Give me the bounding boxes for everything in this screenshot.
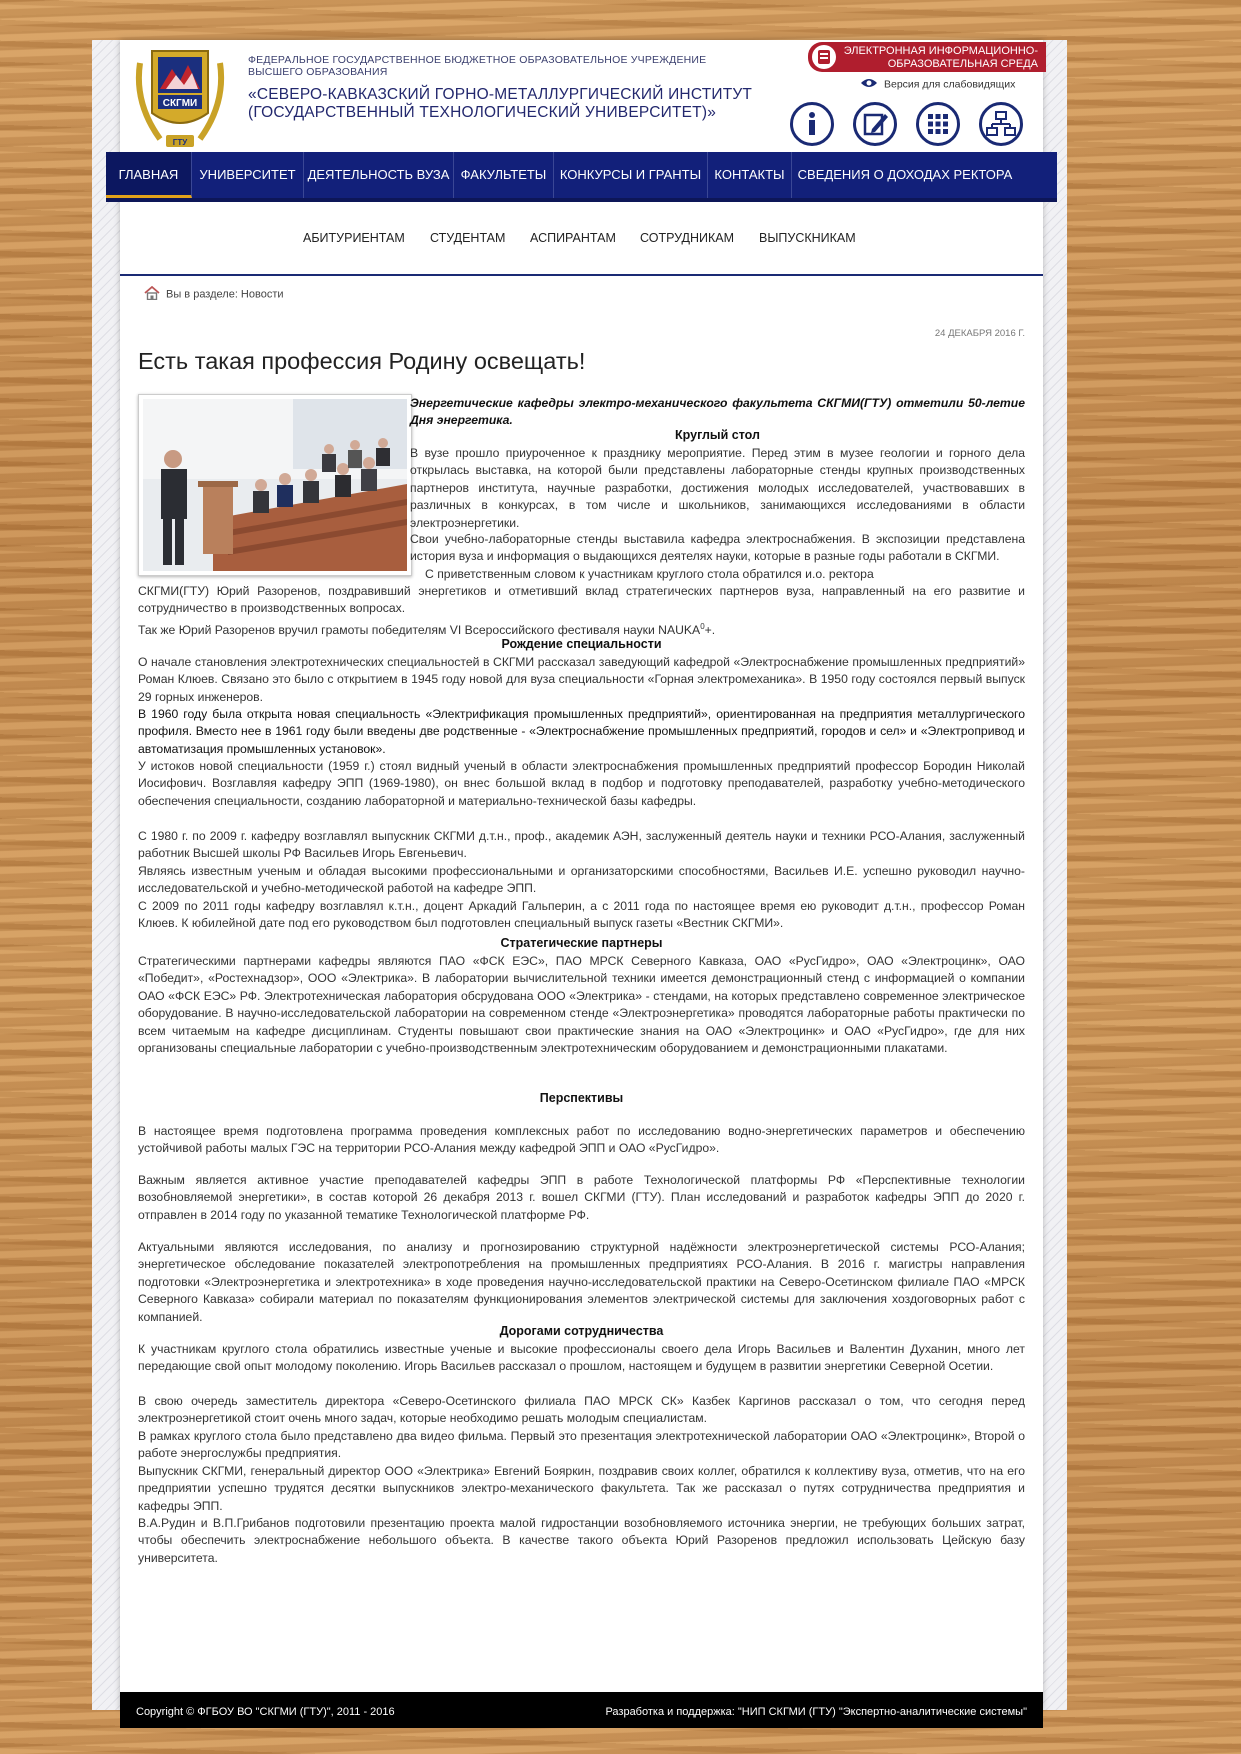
nav-activity[interactable]: ДЕЯТЕЛЬНОСТЬ ВУЗА bbox=[304, 152, 454, 198]
heading-birth-specialty: Рождение специальности bbox=[501, 637, 662, 651]
paragraph: С 1980 г. по 2009 г. кафедру возглавлял выпускник СКГМИ д.т.н., проф., академик АЭН, заслуженный деятель науки и техники РСО-Алания, заслуженный работник Высшей школы РФ Васильев Игорь Евгеньевич. bbox=[138, 829, 1025, 861]
eye-icon bbox=[860, 78, 878, 91]
paragraph: У истоков новой специальности (1959 г.) стоял видный ученый в области электроснабжения промышленных предприятий профессор Бородин Николай Иосифович. Возглавляя кафедру ЭПП (1969-1980), он внес большой вклад в подбор и подготовку преподавателей, разработку учебно-методического обеспечения специальности, созданию лабораторной и материально-технической базы кафедры. bbox=[138, 759, 1025, 808]
subnav-staff[interactable]: СОТРУДНИКАМ bbox=[640, 231, 735, 245]
article-lead: Энергетические кафедры электро-механического факультета СКГМИ(ГТУ) отметили 50-летие Дня энергетика. bbox=[410, 396, 1025, 428]
info-icon[interactable] bbox=[790, 102, 834, 146]
footer bbox=[120, 1692, 1043, 1728]
institution-name-line2: (ГОСУДАРСТВЕННЫЙ ТЕХНОЛОГИЧЕСКИЙ УНИВЕРСИТЕТ)» bbox=[248, 104, 717, 121]
institution-line1: ФЕДЕРАЛЬНОЕ ГОСУДАРСТВЕННОЕ БЮДЖЕТНОЕ ОБРАЗОВАТЕЛЬНОЕ УЧРЕЖДЕНИЕ bbox=[248, 54, 707, 66]
developer-link[interactable]: Разработка и поддержка: "НИП СКГМИ (ГТУ) "Экспертно-аналитические системы" bbox=[605, 1706, 1027, 1718]
paragraph: СКГМИ(ГТУ) Юрий Разоренов, поздравивший энергетиков и отметивший вклад стратегических партнеров вуза, направленный на его развитие и сотрудничество в производственных вопросах. bbox=[138, 584, 1025, 616]
paragraph: К участникам круглого стола обратились известные ученые и высокие профессионалы своего дела Игорь Васильев и Валентин Духанин, много лет передающие свой опыт молодому поколению. Игорь Васильев рассказал о прошлом, настоящем и будущем в развитии энергетики Северной Осетии. bbox=[138, 1342, 1025, 1374]
heading-partners: Стратегические партнеры bbox=[500, 936, 663, 950]
page bbox=[118, 40, 1043, 1718]
paragraph: Свои учебно-лабораторные стенды выставила кафедра электроснабжения. В экспозиции представлена история вуза и информация о выдающихся деятелях науки, которые в разные годы работали в СКГМИ. bbox=[410, 532, 1025, 564]
edit-icon[interactable] bbox=[853, 102, 897, 146]
paragraph-text: Так же Юрий Разоренов вручил грамоты победителям VI Всероссийского фестиваля науки NAUKA bbox=[138, 623, 701, 638]
nav-home[interactable]: ГЛАВНАЯ bbox=[106, 152, 192, 198]
page-title: Есть такая профессия Родину освещать! bbox=[138, 348, 586, 374]
paragraph: Важным является активное участие преподавателей кафедры ЭПП в работе Технологической платформы РФ «Перспективные технологии возобновляемой энергетики», в состав которой 26 декабря 2013 г. вошел СКГМИ (ГТУ). План исследований и разработок кафедры ЭПП до 2020 г. отправлен в 2014 году по указанной тематике Технологической платформе РФ. bbox=[138, 1173, 1025, 1222]
breadcrumb bbox=[144, 286, 284, 303]
paragraph: В 1960 году была открыта новая специальность «Электрификация промышленных предприятий», ориентированная на предприятия металлургического профиля. Вместо нее в 1961 году были введены две родственные - «Электроснабжение промышленных предприятий, городов и сел» и «Электропривод и автоматизация промышленных установок». bbox=[138, 707, 1025, 756]
paragraph: Выпускник СКГМИ, генеральный директор ООО «Электрика» Евгений Бояркин, поздравив своих коллег, обратился к коллективу вуза, отметив, что на его предприятии успешно трудятся десятки выпускников электро-механического факультета. Так же рассказал о путях сотрудничества предприятия и кафедры ЭПП. bbox=[138, 1464, 1025, 1513]
institution-name-line1: «СЕВЕРО-КАВКАЗСКИЙ ГОРНО-МЕТАЛЛУРГИЧЕСКИЙ ИНСТИТУТ bbox=[248, 86, 753, 103]
grid-icon[interactable] bbox=[916, 102, 960, 146]
sub-nav bbox=[120, 202, 1043, 276]
paragraph: В.А.Рудин и В.П.Грибанов подготовили презентацию проекта малой гидростанции возобновляемого источника энергии, не требующих больших затрат, чтобы обеспечить электроснабжение небольшого объекта. В качестве такого объекта Юрий Разоренов предложил использовать Цейскую базу университета. bbox=[138, 1516, 1025, 1565]
superscript: 0 bbox=[700, 622, 705, 631]
institution-name[interactable] bbox=[248, 86, 768, 122]
nav-contests[interactable]: КОНКУРСЫ И ГРАНТЫ bbox=[554, 152, 708, 198]
logo[interactable] bbox=[130, 43, 230, 151]
sitemap-icon[interactable] bbox=[979, 102, 1023, 146]
institution-line2: ВЫСШЕГО ОБРАЗОВАНИЯ bbox=[248, 66, 388, 78]
main-nav bbox=[106, 152, 1057, 198]
subnav-applicants[interactable]: АБИТУРИЕНТАМ bbox=[303, 231, 405, 245]
nav-university[interactable]: УНИВЕРСИТЕТ bbox=[192, 152, 304, 198]
subnav-postgraduates[interactable]: АСПИРАНТАМ bbox=[530, 231, 616, 245]
vision-label: Версия для слабовидящих bbox=[884, 78, 1016, 91]
paragraph: В свою очередь заместитель директора «Северо-Осетинского филиала ПАО МРСК СК» Казбек Каргинов рассказал о том, что сегодня перед электроэнергетикой стоит очень много задач, которые необходимо решать молодым специалистам. bbox=[138, 1394, 1025, 1426]
paragraph: В рамках круглого стола было представлено два видео фильма. Первый это презентация электротехнической лаборатории ОАО «Электроцинк», Второй о работе энергослужбы предприятия. bbox=[138, 1429, 1025, 1461]
home-icon[interactable] bbox=[144, 286, 160, 303]
institution-type bbox=[248, 54, 768, 78]
paragraph: Актуальными являются исследования, по анализу и прогнозированию структурной надёжности электроэнергетической системы РСО-Алания; энергетическое обследование показателей электропотребления на промышленных предприятиях РСО-Алания. В 2016 г. магистры направления подготовки «Электроэнергетика и электротехника» в ходе проведения научно-исследовательской практики на Северо-Осетинском филиале ПАО «МРСК Северного Кавказа» собирали материал по показателям функционирования элементов электрической системы для заключения хоздоговорных работ с компанией. bbox=[138, 1240, 1025, 1324]
site-header bbox=[120, 40, 1043, 152]
logo-text: СКГМИ bbox=[162, 98, 198, 109]
paragraph: В вузе прошло приуроченное к празднику мероприятие. Перед этим в музее геологии и горного дела открылась выставка, на которой были представлены лабораторные стенды крупных производственных партнеров института, научные разработки, достижения молодых исследователей, участвовавших в различных в конкурсах, в том числе и школьников, занимающихся исследованиями в области электроэнергетики. bbox=[410, 446, 1025, 530]
nav-contacts[interactable]: КОНТАКТЫ bbox=[708, 152, 792, 198]
paragraph: С 2009 по 2011 годы кафедру возглавлял к.т.н., доцент Аркадий Гальперин, а с 2011 года по настоящее время ею руководит д.т.н., профессор Роман Клюев. К юбилейной дате под его руководством был подготовлен специальный выпуск газеты «Вестник СКГМИ». bbox=[138, 899, 1025, 931]
logo-sub: ГТУ bbox=[172, 138, 188, 147]
nav-rector-income[interactable]: СВЕДЕНИЯ О ДОХОДАХ РЕКТОРА bbox=[797, 167, 1013, 182]
subnav-students[interactable]: СТУДЕНТАМ bbox=[430, 231, 506, 245]
breadcrumb-text: Вы в разделе: Новости bbox=[166, 288, 284, 301]
eios-icon bbox=[812, 45, 836, 69]
article-date: 24 ДЕКАБРЯ 2016 Г. bbox=[934, 328, 1025, 339]
nav-faculties[interactable]: ФАКУЛЬТЕТЫ bbox=[454, 152, 554, 198]
paragraph: В настоящее время подготовлена программа проведения комплексных работ по исследованию водно-энергетических параметров и обеспечению устойчивой работы малых ГЭС на территории РСО-Алания между кафедрой ЭПП и ОАО «РусГидро». bbox=[138, 1124, 1025, 1156]
heading-cooperation: Дорогами сотрудничества bbox=[499, 1324, 664, 1338]
subnav-graduates[interactable]: ВЫПУСКНИКАМ bbox=[759, 231, 856, 245]
low-vision-link[interactable] bbox=[860, 78, 1015, 91]
paragraph: С приветственным словом к участникам круглого стола обратился и.о. ректора bbox=[425, 567, 874, 581]
paragraph: Стратегическими партнерами кафедры являются ПАО «ФСК ЕЭС», ПАО МРСК Северного Кавказа, ОАО «РусГидро», ОАО «Электроцинк», ОАО «Победит», «Ростехнадзор», ООО «Электрика». В лаборатории вычислительной техники имеется демонстрационный стенд с информацией о компании ОАО «ФСК ЕЭС» РФ. Электротехническая лаборатория обсрудована ООО «Электрика» - стендами, на которых представлено современное электрическое оборудование. В научно-исследовательской лаборатории на современном стенде «Электроэнергетика» проводятся лабораторные работы практически по всем читаемым на кафедре дисциплинам. Студенты повышают свои практические знания на ОАО «Электроцинк» и ОАО «РусГидро», где для них организованы специальные лаборатории с учебно-производственным электротехническим оборудованием и демонстрационными плакатами. bbox=[138, 954, 1025, 1056]
paragraph: Являясь известным ученым и обладая высокими профессиональными и организаторскими способностями, Васильев И.Е. успешно руководил научно-исследовательской и учебно-методической работой на кафедре ЭПП. bbox=[138, 864, 1025, 896]
paragraph-end: +. bbox=[704, 623, 716, 638]
eios-line2: ОБРАЗОВАТЕЛЬНАЯ СРЕДА bbox=[887, 58, 1038, 70]
eios-line1: ЭЛЕКТРОННАЯ ИНФОРМАЦИОННО- bbox=[843, 45, 1038, 57]
copyright: Copyright © ФГБОУ ВО "СКГМИ (ГТУ)", 2011 - 2016 bbox=[136, 1706, 395, 1718]
heading-round-table: Круглый стол bbox=[675, 428, 760, 442]
article-photo bbox=[138, 394, 412, 576]
heading-prospects: Перспективы bbox=[539, 1091, 624, 1105]
eios-link[interactable] bbox=[808, 42, 1046, 72]
paragraph: О начале становления электротехнических специальностей в СКГМИ рассказал заведующий кафедрой «Электроснабжение промышленных предприятий» Роман Клюев. Связано это было с открытием в 1945 году новой для вуза специальности «Горная электромеханика». В 1950 году состоялся первый выпуск 29 горных инженеров. bbox=[138, 655, 1025, 704]
